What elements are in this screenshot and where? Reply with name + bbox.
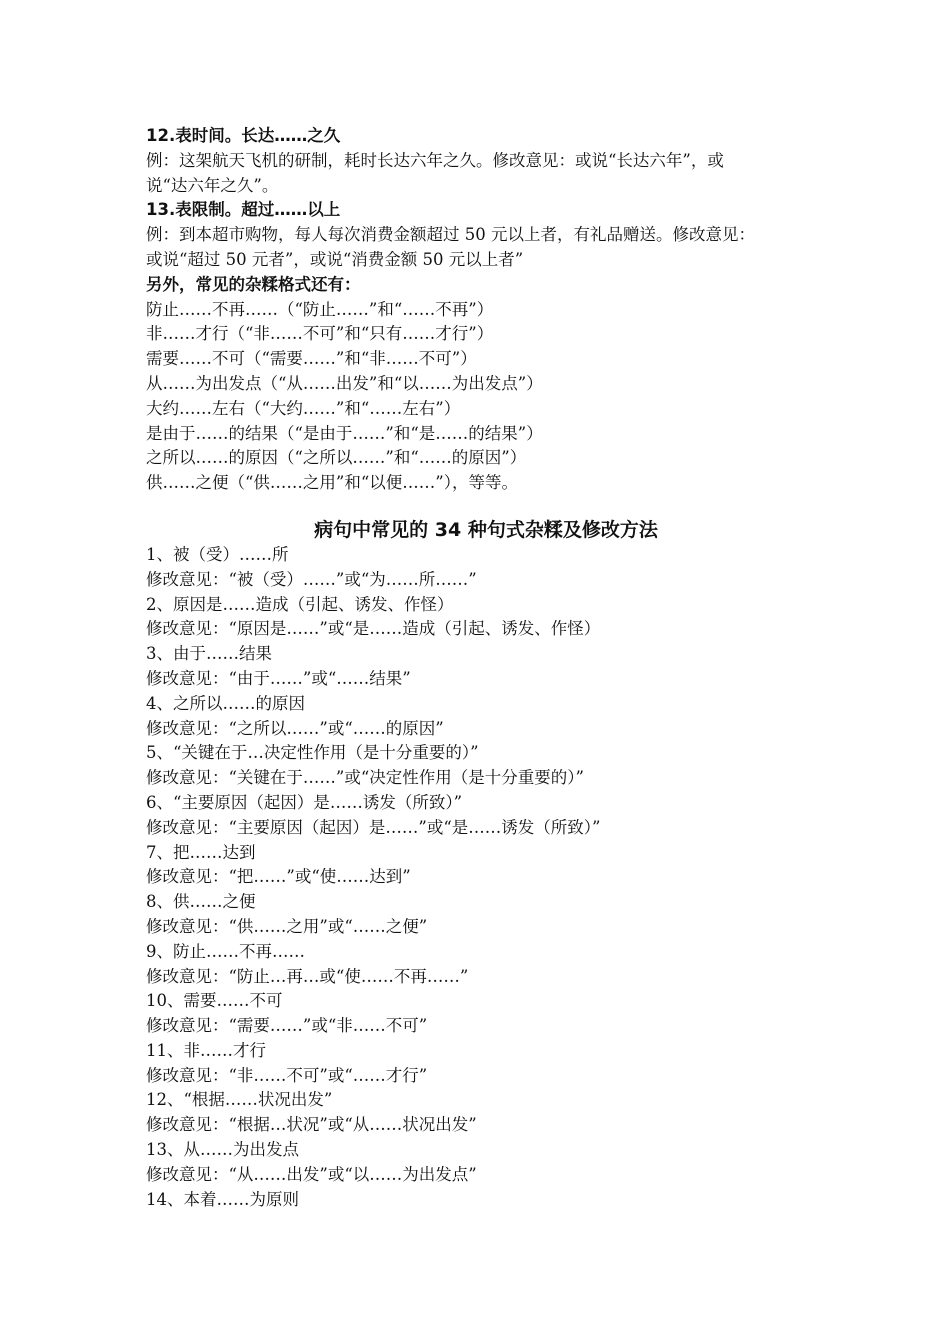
item13-heading: 13.表限制。超过……以上 — [146, 200, 341, 220]
revision-line: 修改意见：“关键在于……”或“决定性作用（是十分重要的）” — [146, 768, 584, 788]
other-format-item: 非……才行（“非……不可”和“只有……才行”） — [146, 324, 494, 344]
revision-line: 修改意见：“由于……”或“……结果” — [146, 668, 411, 688]
revision-line: 修改意见：“非……不可”或“……才行” — [146, 1065, 428, 1085]
revision-line: 修改意见：“原因是……”或“是……造成（引起、诱发、作怪） — [146, 619, 601, 639]
pattern-line: 13、从……为出发点 — [146, 1140, 299, 1160]
other-format-item: 从……为出发点（“从……出发”和“以……为出发点”） — [146, 373, 543, 393]
revision-line: 修改意见：“主要原因（起因）是……”或“是……诱发（所致）” — [146, 817, 601, 837]
other-format-item: 是由于……的结果（“是由于……”和“是……的结果”） — [146, 423, 543, 443]
other-format-item: 大约……左右（“大约……”和“……左右”） — [146, 398, 461, 418]
revision-line: 修改意见：“被（受）……”或“为……所……” — [146, 569, 477, 589]
pattern-line: 10、需要……不可 — [146, 991, 283, 1011]
revision-line: 修改意见：“之所以……”或“……的原因” — [146, 718, 444, 738]
pattern-line: 8、供……之便 — [146, 892, 256, 912]
item12-heading: 12.表时间。长达……之久 — [146, 126, 341, 145]
section-title: 病句中常见的 34 种句式杂糅及修改方法 — [314, 518, 658, 541]
other-format-item: 之所以……的原因（“之所以……”和“……的原因”） — [146, 448, 527, 468]
pattern-line: 1、被（受）……所 — [146, 544, 289, 564]
pattern-line: 9、防止……不再…… — [146, 941, 305, 961]
item13-example-line1: 例：到本超市购物，每人每次消费金额超过 50 元以上者，有礼品赠送。修改意见： — [146, 225, 755, 245]
pattern-line: 4、之所以……的原因 — [146, 693, 305, 713]
pattern-line: 3、由于……结果 — [146, 644, 272, 664]
pattern-line: 11、非……才行 — [146, 1040, 266, 1060]
revision-line: 修改意见：“需要……”或“非……不可” — [146, 1016, 428, 1036]
pattern-line: 7、把……达到 — [146, 842, 256, 862]
other-format-item: 供……之便（“供……之用”和“以便……”），等等。 — [146, 473, 518, 493]
item12-example-line2: 说“达六年之久”。 — [146, 175, 279, 195]
revision-line: 修改意见：“根据…状况”或“从……状况出发” — [146, 1115, 477, 1135]
document-page — [146, 124, 826, 1212]
pattern-line: 5、“关键在于…决定性作用（是十分重要的）” — [146, 743, 479, 763]
item12-example-line1: 例：这架航天飞机的研制，耗时长达六年之久。修改意见：或说“长达六年”，或 — [146, 150, 724, 170]
pattern-line: 14、本着……为原则 — [146, 1189, 299, 1209]
other-formats-heading: 另外，常见的杂糅格式还有： — [146, 274, 361, 294]
pattern-line: 12、“根据……状况出发” — [146, 1090, 333, 1110]
revision-line: 修改意见：“把……”或“使……达到” — [146, 867, 411, 887]
pattern-line: 2、原因是……造成（引起、诱发、作怪） — [146, 594, 454, 614]
revision-line: 修改意见：“防止…再…或“使……不再……” — [146, 966, 469, 986]
section-spacer — [146, 496, 826, 517]
revision-line: 修改意见：“从……出发”或“以……为出发点” — [146, 1164, 477, 1184]
other-format-item: 需要……不可（“需要……”和“非……不可”） — [146, 349, 477, 369]
other-format-item: 防止……不再……（“防止……”和“……不再”） — [146, 299, 494, 319]
pattern-line: 6、“主要原因（起因）是……诱发（所致）” — [146, 792, 463, 812]
revision-line: 修改意见：“供……之用”或“……之便” — [146, 916, 428, 936]
item13-example-line2: 或说“超过 50 元者”，或说“消费金额 50 元以上者” — [146, 249, 524, 269]
